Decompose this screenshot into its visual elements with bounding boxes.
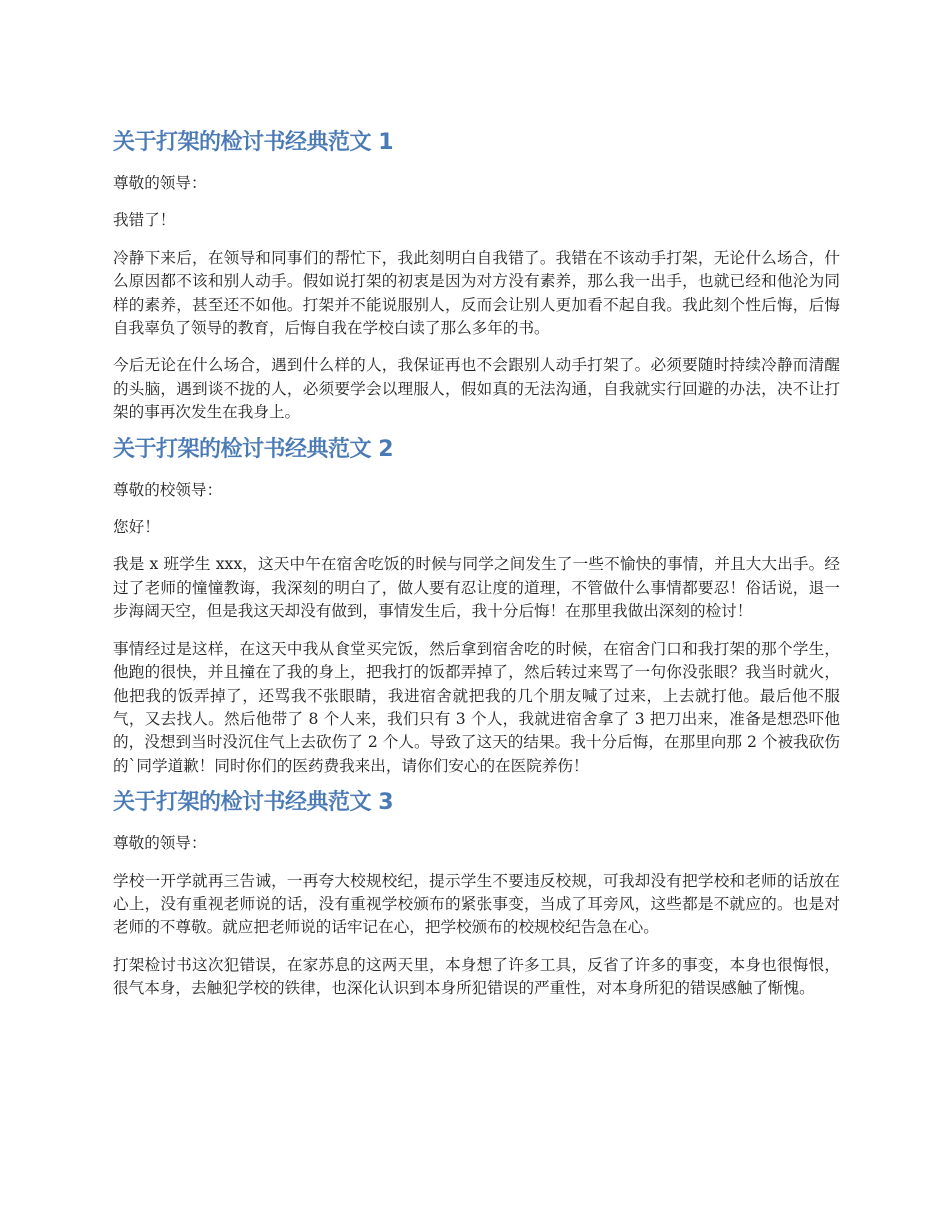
salutation: 尊敬的领导： [113,174,207,192]
section-number: 2 [378,436,393,462]
paragraph: 今后无论在什么场合，遇到什么样的人，我保证再也不会跟别人动手打架了。必须要随时持续冷静而清醒的头脑，遇到谈不拢的人，必须要学会以理服人，假如真的无法沟通，自我就实行回避的办法，决不让打架的事再次发生在我身上。 [113,356,840,422]
section-2 [113,433,840,778]
paragraph: 事情经过是这样，在这天中我从食堂买完饭，然后拿到宿舍吃的时候，在宿舍门口和我打架的那个学生，他跑的很快，并且撞在了我的身上，把我打的饭都弄掉了，然后转过来骂了一句你没张眼？我当时就火，他把我的饭弄掉了，还骂我不张眼睛，我进宿舍就把我的几个朋友喊了过来，上去就打他。最后他不服气，又去找人。然后他带了 8 个人来，我们只有 3 个人，我就进宿舍拿了 3 把刀出来，准备是想恐吓他的，没想到当时没沉住气上去砍伤了 2 个人。导致了这天的结果。我十分后悔，在那里向那 2 个被我砍伤的`同学道歉！同时你们的医药费我来出，请你们安心的在医院养伤！ [113,639,840,775]
section-title [113,126,840,160]
salutation: 尊敬的校领导： [113,480,223,499]
paragraph: 打架检讨书这次犯错误，在家苏息的这两天里，本身想了许多工具，反省了许多的事变，本身也很悔恨，很气本身，去触犯学校的铁律，也深化认识到本身所犯错误的严重性，对本身所犯的错误感触了惭愧。 [113,955,840,998]
section-1 [113,126,840,425]
section-title [113,786,840,820]
section-number: 3 [378,790,393,816]
paragraph: 学校一开学就再三告诫，一再夸大校规校纪，提示学生不要违反校规，可我却没有把学校和老师的话放在心上，没有重视老师说的话，没有重视学校颁布的紧张事变，当成了耳旁风，这些都是不就应的。也是对老师的不尊敬。就应把老师说的话牢记在心，把学校颁布的校规校纪告急在心。 [113,871,840,937]
section-title-text: 关于打架的检讨书经典范文 [113,130,372,155]
document-page [113,126,840,1001]
paragraph: 冷静下来后，在领导和同事们的帮忙下，我此刻明白自我错了。我错在不该动手打架，无论什么场合，什么原因都不该和别人动手。假如说打架的初衷是因为对方没有素养，那么我一出手，也就已经和他沦为同样的素养，甚至还不如他。打架并不能说服别人，反而会让别人更加看不起自我。我此刻个性后悔，后悔自我辜负了领导的教育，后悔自我在学校白读了那么多年的书。 [113,248,840,338]
salutation: 尊敬的领导： [113,834,207,853]
section-number: 1 [378,130,393,155]
section-title-text: 关于打架的检讨书经典范文 [113,790,372,816]
paragraph: 我错了！ [113,211,176,230]
paragraph: 您好！ [113,518,160,537]
section-title [113,433,840,467]
paragraph: 我是 x 班学生 xxx，这天中午在宿舍吃饭的时候与同学之间发生了一些不愉快的事情，并且大大出手。经过了老师的憧憧教诲，我深刻的明白了，做人要有忍让度的道理，不管做什么事情都要忍！俗话说，退一步海阔天空，但是我这天却没有做到，事情发生后，我十分后悔！在那里我做出深刻的检讨！ [113,555,840,621]
section-3 [113,786,840,1000]
section-title-text: 关于打架的检讨书经典范文 [113,436,372,462]
